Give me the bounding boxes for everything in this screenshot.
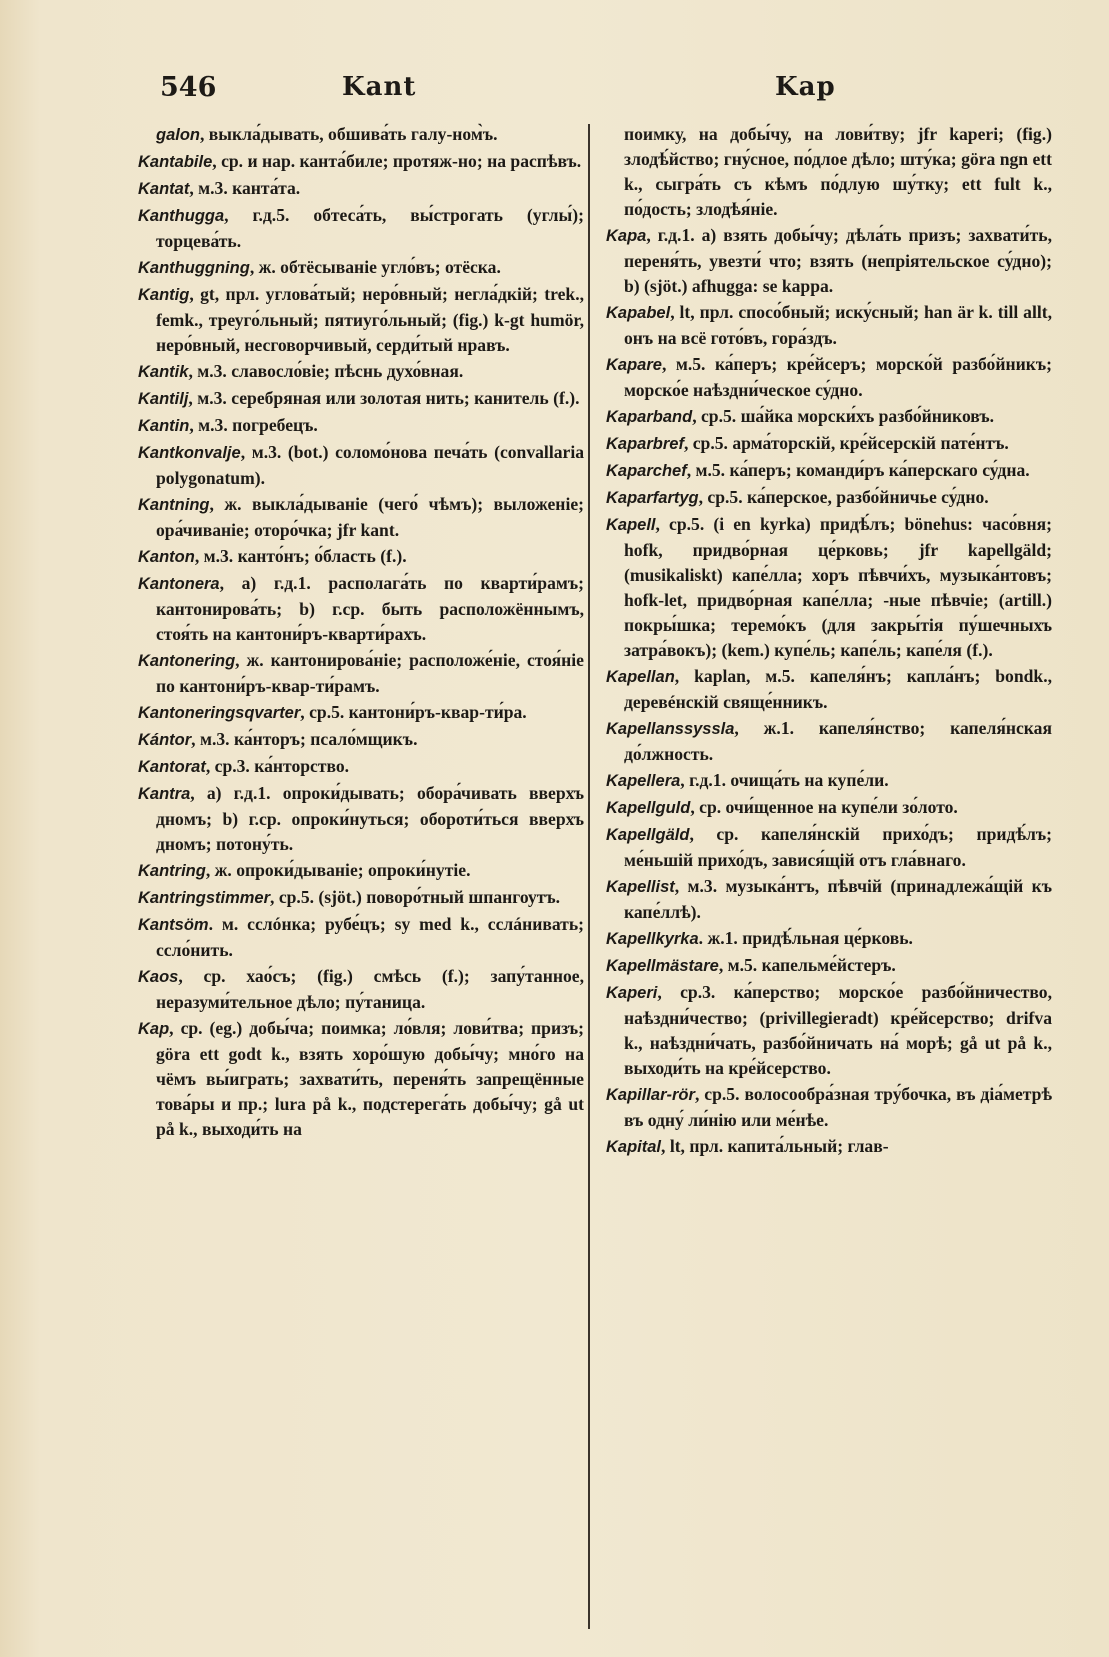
dictionary-entry xyxy=(606,664,1052,715)
dictionary-entry xyxy=(138,255,584,281)
dictionary-entry xyxy=(606,300,1052,351)
entry-headword: Kapellan xyxy=(606,668,675,686)
entry-definition: , м.3. канта́та. xyxy=(189,178,301,198)
entry-headword: Kantkonvalje xyxy=(138,444,241,462)
guide-word-left: Kant xyxy=(342,72,417,102)
entry-headword: Kantsöm xyxy=(138,916,209,934)
entry-headword: Kantring xyxy=(138,862,206,880)
entry-definition: , выкла́дывать, обшива́ть галу-ном̀ъ. xyxy=(200,124,498,144)
entry-definition: , м.5. ка́перъ; кре́йсеръ; морско́й разбо́йникъ; морско́е наѣздни́ческое су́дно. xyxy=(624,354,1052,400)
guide-word-right: Kap xyxy=(775,72,836,102)
entry-headword: Kapital xyxy=(606,1138,662,1156)
entry-headword: Kantabile xyxy=(138,153,213,171)
entry-definition: , м.3. погребецъ. xyxy=(189,415,318,435)
entry-headword: Kanton xyxy=(138,548,195,566)
entry-headword: Kapillar-rör xyxy=(606,1086,695,1104)
entry-definition: , м.5. капельме́йстеръ. xyxy=(718,955,896,975)
dictionary-entry xyxy=(606,980,1052,1081)
entry-headword: Kántor xyxy=(138,731,192,749)
entry-headword: Kantonera xyxy=(138,575,220,593)
entry-headword: Kaparfartyg xyxy=(606,489,699,507)
dictionary-entry xyxy=(138,781,584,857)
dictionary-entry xyxy=(138,754,584,780)
dictionary-entry xyxy=(606,512,1052,663)
dictionary-entry xyxy=(138,359,584,385)
entry-headword: Kanthugga xyxy=(138,207,225,225)
entry-headword: Kaos xyxy=(138,968,179,986)
dictionary-entry xyxy=(606,822,1052,873)
entry-definition: , ср. хао́съ; (fig.) смѣсь (f.); запу́танное, неразуми́тельное дѣло; пу́таница. xyxy=(156,966,584,1012)
entry-definition: , ср.3. ка́перство; морско́е разбо́йничество, наѣздни́чество; (privillegieradt) кре́йсерство; drifva k., наѣздни́чать, разбо́йничать на́ морѣ; gå ut på k., выходи́ть на кре́йсерство. xyxy=(624,982,1052,1078)
entry-headword: Kapell xyxy=(606,516,656,534)
dictionary-entry xyxy=(606,795,1052,821)
entry-headword: Kaparchef xyxy=(606,462,687,480)
dictionary-entry xyxy=(138,203,584,254)
entry-headword: Kapare xyxy=(606,356,662,374)
entry-headword: Kaperi xyxy=(606,984,658,1002)
entry-headword: Kantilj xyxy=(138,390,189,408)
entry-headword: Kantning xyxy=(138,496,210,514)
entry-definition: , ср. капеля́нскій прихо́дъ; придѣ́лъ; ме́ньшій прихо́дъ, завися́щій отъ гла́внаго. xyxy=(624,824,1052,870)
entry-definition: , gt, прл. углова́тый; неро́вный; негла́дкій; trek., femk., треуго́льный; пятиуго́льный; (fig.) k-gt humör, неро́вный, несговорчивый, серди́тый нравъ. xyxy=(156,284,584,355)
entry-headword: Kantik xyxy=(138,363,189,381)
dictionary-entry xyxy=(138,648,584,699)
dictionary-entry xyxy=(138,727,584,753)
dictionary-entry xyxy=(606,874,1052,925)
entry-headword: Kapellanssyssla xyxy=(606,720,735,738)
entry-headword: Kapellera xyxy=(606,772,681,790)
entry-headword: Kapa xyxy=(606,227,647,245)
entry-definition: , ж. обтёсываніе угло́въ; отёска. xyxy=(249,257,501,277)
entry-headword: Kantorat xyxy=(138,758,206,776)
entry-definition: , м.3. музыка́нтъ, пѣвчій (принадлежа́щій къ капе́ллѣ). xyxy=(624,876,1052,922)
dictionary-entry xyxy=(606,768,1052,794)
entry-definition: , kaplan, м.5. капеля́нъ; капла́нъ; bondk., деревéнскій свяще́нникъ. xyxy=(624,666,1052,712)
entry-headword: Kaparband xyxy=(606,408,693,426)
entry-headword: Kantig xyxy=(138,286,190,304)
entry-definition: , ср.5. ша́йка морски́хъ разбо́йниковъ. xyxy=(692,406,995,426)
dictionary-entry xyxy=(138,885,584,911)
entry-headword: Kantin xyxy=(138,417,190,435)
entry-headword: Kapellgäld xyxy=(606,826,690,844)
entry-definition: , ж.1. капеля́нство; капеля́нская до́лжность. xyxy=(624,718,1052,764)
entry-headword: Kapellmästare xyxy=(606,957,719,975)
dictionary-entry xyxy=(138,440,584,491)
dictionary-entry xyxy=(138,571,584,647)
dictionary-entry xyxy=(606,953,1052,979)
entry-definition: , ср.5. ка́перское, разбо́йничье су́дно. xyxy=(698,487,989,507)
entry-definition: , ср.5. кантони́ръ-квар-ти́ра. xyxy=(300,702,527,722)
entry-definition: , м.5. ка́перъ; команди́ръ ка́перскаго су́дна. xyxy=(686,460,1030,480)
entry-headword: Kantonering xyxy=(138,652,236,670)
entry-definition: . м. сслóнка; рубе́цъ; sy med k., сслáнивать; ссло́нить. xyxy=(156,914,584,960)
entry-definition: , ср. очи́щенное на купе́ли зо́лото. xyxy=(690,797,958,817)
left-column xyxy=(138,122,584,1622)
entry-definition: , lt, прл. капита́льный; глав- xyxy=(661,1136,889,1156)
dictionary-entry xyxy=(138,544,584,570)
column-divider xyxy=(588,124,590,1629)
dictionary-entry xyxy=(138,122,584,148)
dictionary-entry xyxy=(138,700,584,726)
dictionary-entry xyxy=(138,149,584,175)
dictionary-entry xyxy=(138,492,584,543)
entry-definition: , ср.5. (i en kyrka) придѣ́лъ; bönehus: часо́вня; hofk, придво́рная це́рковь; jfr kapellgäld; (musikaliskt) капе́лла; хоръ пѣвчи́хъ, музыка́нтовъ; hofk-let, придво́рная капе́лла; -ные пѣвчіе; (artill.) покры́шка; теремо́къ (для закры́тія пу́шечныхъ затра́вокъ); (kem.) купе́ль; капе́ль; капе́ля (f.). xyxy=(624,514,1052,660)
entry-headword: Kapellkyrka xyxy=(606,930,699,948)
entry-headword: Kantringstimmer xyxy=(138,889,271,907)
dictionary-entry xyxy=(138,413,584,439)
dictionary-entry xyxy=(606,485,1052,511)
entry-headword: Kantra xyxy=(138,785,191,803)
entry-headword: Kantat xyxy=(138,180,190,198)
dictionary-entry xyxy=(138,176,584,202)
dictionary-entry xyxy=(606,458,1052,484)
entry-definition: , м.3. (bot.) соломо́нова печа́ть (convallaria polygonatum). xyxy=(156,442,584,488)
entry-headword: Kantoneringsqvarter xyxy=(138,704,301,722)
entry-definition: , г.д.1. очища́ть на купе́ли. xyxy=(680,770,889,790)
entry-definition: , ср.5. арма́торскій, кре́йсерскій пате́нтъ. xyxy=(683,433,1009,453)
entry-definition: , ср.5. волосообра́зная тру́бочка, въ діа́метрѣ въ одну́ ли́нію или ме́нѣе. xyxy=(624,1084,1052,1130)
entry-headword: Kapellist xyxy=(606,878,675,896)
entry-definition: , м.3. канто́нъ; о́бласть (f.). xyxy=(194,546,407,566)
dictionary-entry xyxy=(606,352,1052,403)
dictionary-entry xyxy=(606,716,1052,767)
dictionary-entry xyxy=(138,912,584,963)
entry-definition: , м.3. ка́нторъ; псало́мщикъ. xyxy=(191,729,418,749)
entry-definition: , ср.5. (sjöt.) поворо́тный шпангоутъ. xyxy=(270,887,561,907)
right-column xyxy=(606,122,1052,1622)
dictionary-entry xyxy=(606,404,1052,430)
entry-headword: galon xyxy=(156,126,200,144)
dictionary-entry xyxy=(138,1016,584,1142)
entry-definition: , г.д.5. обтеса́ть, вы́строгать (углы́); торцева́ть. xyxy=(156,205,584,251)
dictionary-entry xyxy=(606,1082,1052,1133)
dictionary-entry xyxy=(606,926,1052,952)
entry-definition: , lt, прл. спосо́бный; иску́сный; han är k. till allt, онъ на всё гото́въ, гора́здъ. xyxy=(624,302,1052,348)
entry-definition: , а) г.д.1. опроки́дывать; обора́чивать вверхъ днoмъ; b) г.ср. опроки́нуться; обороти́ться вверхъ дномъ; потону́ть. xyxy=(156,783,584,854)
entry-definition: , ср.3. ка́нторство. xyxy=(205,756,350,776)
entry-definition: , а) г.д.1. располага́ть по кварти́рамъ; кантонирова́ть; b) г.ср. быть расположённымъ, стоя́ть на кантони́ръ-кварти́рахъ. xyxy=(156,573,584,644)
dictionary-entry xyxy=(138,858,584,884)
entry-headword: Kaparbref xyxy=(606,435,684,453)
entry-definition: , г.д.1. а) взять добы́чу; дѣла́ть призъ; захвати́ть, переня́ть, увезти́ что; взять (непріятельское су́дно); b) (sjöt.) afhugga: se kappa. xyxy=(624,225,1052,296)
entry-definition: . ж.1. придѣ́льная це́рковь. xyxy=(698,928,913,948)
dictionary-entry xyxy=(138,386,584,412)
page-header xyxy=(160,72,1050,112)
entry-definition: , ж. кантонирова́ніе; расположе́ніе, стоя́ніе по кантони́ръ-квар-ти́рамъ. xyxy=(156,650,584,696)
entry-definition: , ср. и нар. канта́биле; протяж-но; на распѣвъ. xyxy=(212,151,582,171)
dictionary-entry xyxy=(138,964,584,1015)
entry-headword: Kapellguld xyxy=(606,799,691,817)
dictionary-entry xyxy=(606,1134,1052,1160)
dictionary-entry xyxy=(606,431,1052,457)
entry-definition: , ср. (eg.) добы́ча; поимка; ло́вля; лови́тва; призъ; göra ett godt k., взять хоро́шую добы́чу; мно́го на чёмъ вы́играть; захвати́ть, переня́ть запрещённые това́ры и пр.; lura på k., подстерега́ть добы́чу; gå ut på k., выходи́ть на xyxy=(156,1018,584,1139)
entry-definition: поимку, на добы́чу, на лови́тву; jfr kaperi; (fig.) злодѣ́йство; гну́сное, по́длое дѣло; шту́ка; göra ngn ett k., сыгра́ть съ кѣмъ по́длую шу́тку; ett fult k., по́дость; злодѣя́ніе. xyxy=(624,124,1052,219)
entry-headword: Kanthuggning xyxy=(138,259,250,277)
entry-headword: Kap xyxy=(138,1020,170,1038)
entry-definition: , ж. выкла́дываніе (чего́ чѣмъ); выложеніе; ора́чиваніе; оторо́чка; jfr kant. xyxy=(156,494,584,540)
entry-definition: , м.3. серебряная или золотая нить; канитель (f.). xyxy=(188,388,580,408)
entry-headword: Kapabel xyxy=(606,304,671,322)
page-number: 546 xyxy=(160,72,217,103)
entry-definition: , ж. опроки́дываніе; опроки́нутіе. xyxy=(205,860,471,880)
dictionary-entry xyxy=(606,223,1052,299)
entry-definition: , м.3. славосло́віе; пѣснь духо́вная. xyxy=(188,361,464,381)
dictionary-entry xyxy=(138,282,584,358)
dictionary-entry xyxy=(606,122,1052,222)
